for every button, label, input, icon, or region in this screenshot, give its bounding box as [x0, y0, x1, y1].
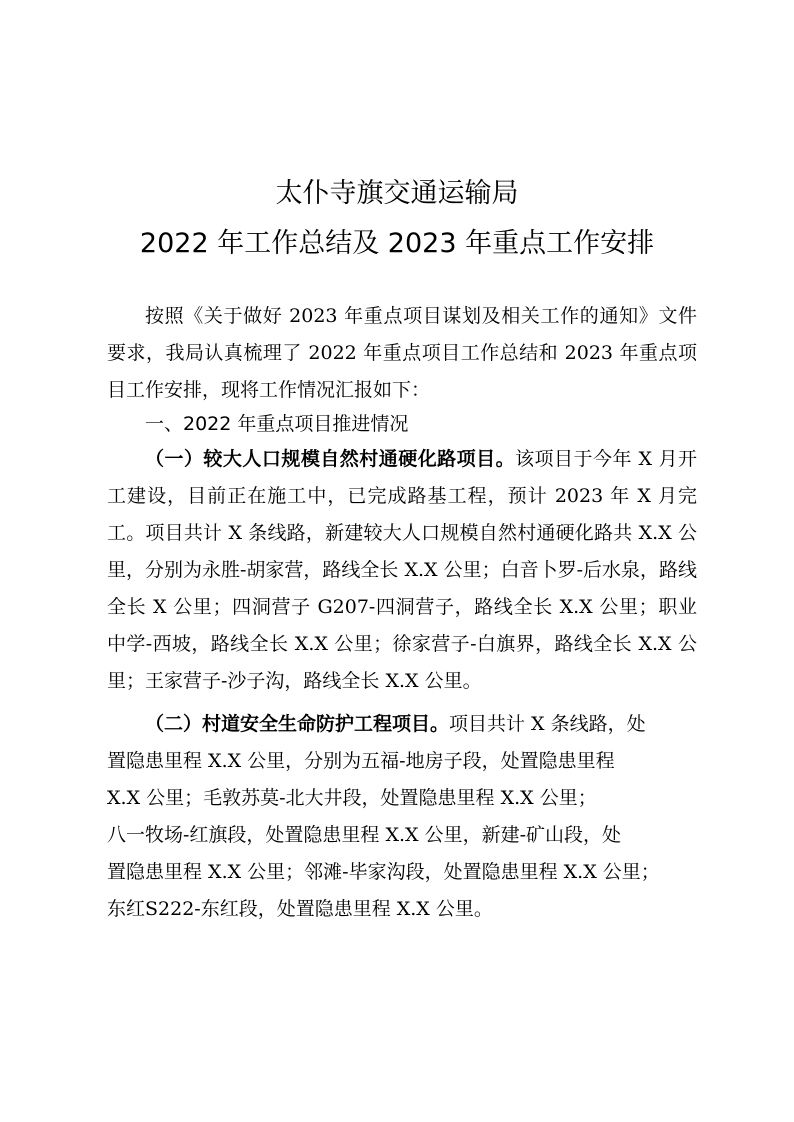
item2-line1	[107, 706, 697, 743]
section1-heading: 一、2022 年重点项目推进情况	[145, 413, 409, 435]
document-title-line1: 太仆寺旗交通运输局	[275, 178, 519, 209]
item2-paragraph	[107, 706, 697, 928]
item2-line1-text: 项目共计 X 条线路，处	[449, 713, 646, 735]
item2-title: （二）村道安全生命防护工程项目。	[145, 713, 450, 735]
item2-line4: 八一牧场-红旗段，处置隐患里程 X.X 公里，新建-矿山段，处	[107, 824, 622, 846]
item1-title: （一）较大人口规模自然村通硬化路项目。	[145, 448, 516, 470]
item2-line3: X.X 公里；毛敦苏莫-北大井段，处置隐患里程 X.X 公里；	[107, 787, 597, 809]
item2-line5: 置隐患里程 X.X 公里；邻滩-毕家沟段，处置隐患里程 X.X 公里；	[107, 861, 660, 883]
item2-line2: 置隐患里程 X.X 公里，分别为五福-地房子段，处置隐患里程	[107, 750, 615, 772]
intro-paragraph: 按照《关于做好 2023 年重点项目谋划及相关工作的通知》文件要求，我局认真梳理了 2022 年重点项目工作总结和 2023 年重点项目工作安排，现将工作情况汇报如下：	[107, 305, 697, 401]
document-body	[107, 298, 697, 928]
item1-paragraph	[107, 441, 697, 700]
item1-text: 该项目于今年 X 月开工建设，目前正在施工中，已完成路基工程，预计 2023 年 X 月完工。项目共计 X 条线路，新建较大人口规模自然村通硬化路共 X.X 公里，分别为永胜-胡家营，路线全长 X.X 公里；白音卜罗-后水泉，路线全长 X 公里；四洞营子 G207-四洞营子，路线全长 X.X 公里；职业中学-西坡，路线全长 X.X 公里；徐家营子-白旗界，路线全长 X.X 公里；王家营子-沙子沟，路线全长 X.X 公里。	[107, 448, 698, 692]
item2-line6: 东红S222-东红段，处置隐患里程 X.X 公里。	[107, 898, 493, 920]
document-title-line2: 2022 年工作总结及 2023 年重点工作安排	[139, 228, 655, 259]
